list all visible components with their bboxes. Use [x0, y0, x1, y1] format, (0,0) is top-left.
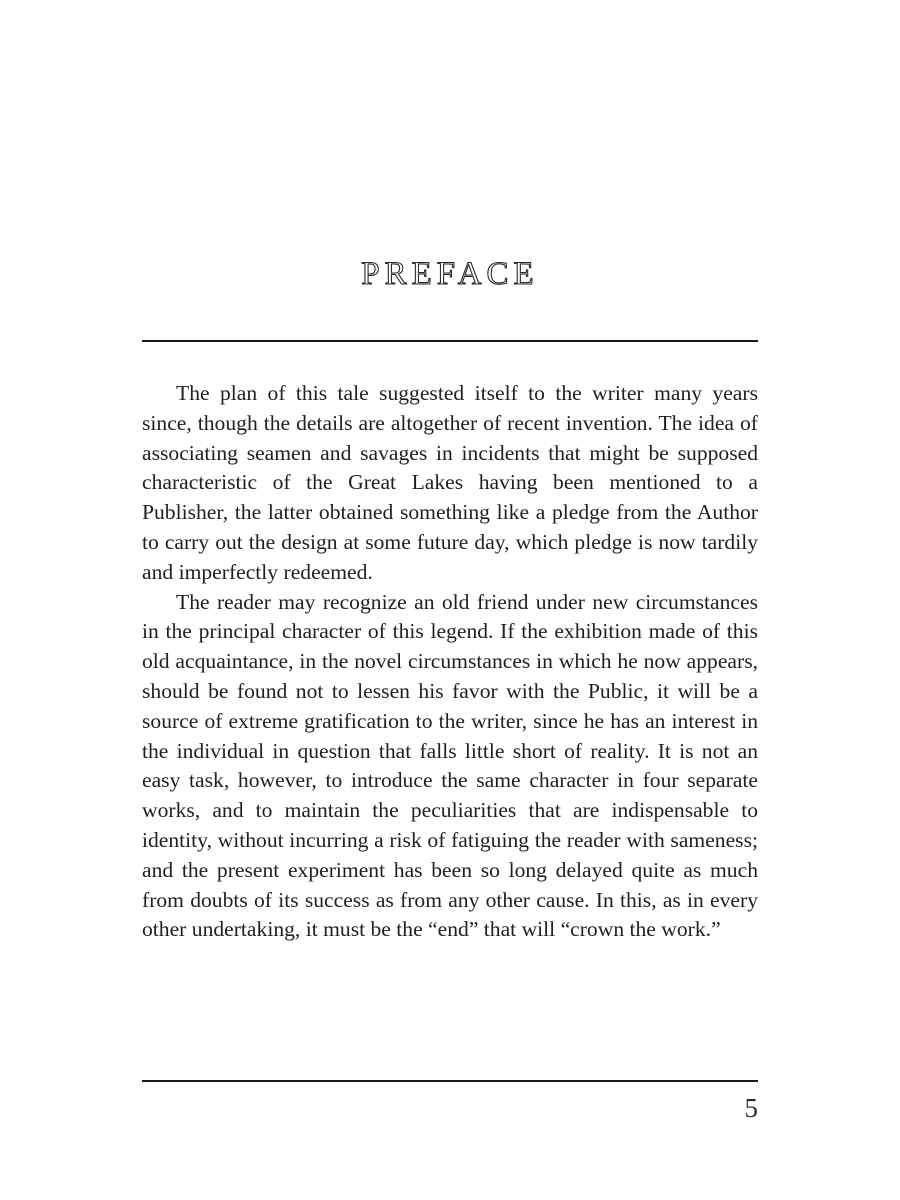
page-title: PREFACE [361, 256, 539, 292]
preface-body [142, 379, 758, 945]
page-number: 5 [744, 1093, 758, 1123]
paragraph-2: The reader may recognize an old friend under new circumstances in the principal character of this legend. If the exhibition made of this old acquaintance, in the novel circumstances in which he now appears, should be found not to lessen his favor with the Public, it will be a source of extreme gratification to the writer, since he has an interest in the individual in question that falls little short of reality. It is not an easy task, however, to introduce the same character in four separate works, and to maintain the peculiarities that are indispensable to identity, without incurring a risk of fatiguing the reader with sameness; and the present experiment has been so long delayed quite as much from doubts of its success as from any other cause. In this, as in every other undertaking, it must be the “end” that will “crown the work.” [142, 589, 758, 942]
paragraph-1: The plan of this tale suggested itself to the writer many years since, though the details are altogether of recent invention. The idea of associating seamen and savages in incidents that might be supposed characteristic of the Great Lakes having been mentioned to a Publisher, the latter obtained something like a pledge from the Author to carry out the design at some future day, which pledge is now tardily and imperfectly redeemed. [142, 381, 758, 584]
top-divider [142, 340, 758, 342]
bottom-divider [142, 1080, 758, 1082]
